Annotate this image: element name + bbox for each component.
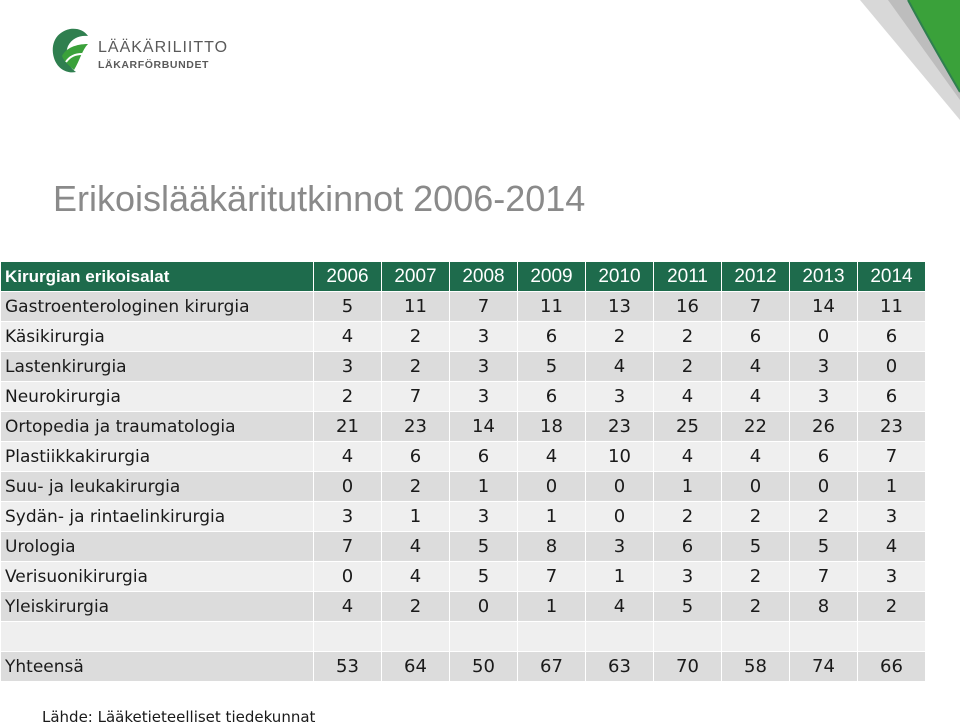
- table-row: [1, 412, 925, 441]
- table-cell: [790, 622, 857, 651]
- table-cell: 1: [518, 502, 585, 531]
- column-header-year: 2014: [858, 262, 925, 291]
- table-cell: 5: [518, 352, 585, 381]
- table-cell: 67: [518, 652, 585, 681]
- table-cell: 4: [314, 592, 381, 621]
- spacer-row: [1, 622, 925, 651]
- table-cell: 3: [790, 352, 857, 381]
- table-cell: 0: [790, 322, 857, 351]
- table-row: [1, 562, 925, 591]
- table-cell: 4: [518, 442, 585, 471]
- row-label: Neurokirurgia: [1, 382, 313, 411]
- table-cell: 7: [790, 562, 857, 591]
- table-cell: 3: [586, 532, 653, 561]
- row-label: [1, 622, 313, 651]
- table-row: [1, 322, 925, 351]
- table-cell: 6: [790, 442, 857, 471]
- table-cell: 4: [382, 532, 449, 561]
- table-cell: 6: [518, 322, 585, 351]
- row-label: Urologia: [1, 532, 313, 561]
- table-cell: 2: [722, 562, 789, 591]
- column-header-year: 2007: [382, 262, 449, 291]
- table-cell: 5: [790, 532, 857, 561]
- table-cell: 1: [450, 472, 517, 501]
- table-row: [1, 502, 925, 531]
- table-cell: 3: [450, 382, 517, 411]
- table-cell: 7: [450, 292, 517, 321]
- table-cell: 14: [790, 292, 857, 321]
- table-cell: 3: [314, 502, 381, 531]
- table-cell: 3: [586, 382, 653, 411]
- table-cell: [586, 622, 653, 651]
- table-cell: 74: [790, 652, 857, 681]
- table-cell: 3: [314, 352, 381, 381]
- table-cell: 5: [450, 532, 517, 561]
- table-cell: 2: [654, 502, 721, 531]
- table-cell: 6: [722, 322, 789, 351]
- row-label: Yhteensä: [1, 652, 313, 681]
- table-cell: 4: [722, 442, 789, 471]
- row-label: Ortopedia ja traumatologia: [1, 412, 313, 441]
- table-cell: 1: [586, 562, 653, 591]
- table-cell: 2: [654, 322, 721, 351]
- table-cell: 25: [654, 412, 721, 441]
- table-cell: 1: [654, 472, 721, 501]
- table-cell: 26: [790, 412, 857, 441]
- table-cell: 4: [314, 442, 381, 471]
- table-cell: 0: [790, 472, 857, 501]
- table-cell: 58: [722, 652, 789, 681]
- table-cell: 3: [790, 382, 857, 411]
- row-label: Käsikirurgia: [1, 322, 313, 351]
- table-cell: 11: [858, 292, 925, 321]
- table-row: [1, 382, 925, 411]
- table-cell: 3: [450, 352, 517, 381]
- table-row: [1, 532, 925, 561]
- column-header-year: 2011: [654, 262, 721, 291]
- table-cell: 2: [654, 352, 721, 381]
- table-cell: 4: [654, 442, 721, 471]
- table-cell: 4: [654, 382, 721, 411]
- table-cell: 2: [790, 502, 857, 531]
- table-cell: 2: [382, 352, 449, 381]
- table-cell: 22: [722, 412, 789, 441]
- table-cell: 50: [450, 652, 517, 681]
- table-cell: 64: [382, 652, 449, 681]
- table-cell: 5: [450, 562, 517, 591]
- column-header-year: 2010: [586, 262, 653, 291]
- table-cell: 5: [654, 592, 721, 621]
- brand-logo: [48, 26, 248, 78]
- table-cell: 4: [314, 322, 381, 351]
- table-cell: 0: [586, 472, 653, 501]
- table-cell: 5: [314, 292, 381, 321]
- table-cell: 7: [518, 562, 585, 591]
- column-header-specialty: Kirurgian erikoisalat: [1, 262, 313, 291]
- table-cell: 8: [518, 532, 585, 561]
- column-header-year: 2008: [450, 262, 517, 291]
- table-cell: 2: [858, 592, 925, 621]
- table-cell: 3: [450, 502, 517, 531]
- row-label: Lastenkirurgia: [1, 352, 313, 381]
- table-cell: 2: [722, 502, 789, 531]
- table-cell: 23: [382, 412, 449, 441]
- table-cell: 7: [858, 442, 925, 471]
- table-cell: 18: [518, 412, 585, 441]
- table-cell: 6: [858, 322, 925, 351]
- table-cell: 7: [722, 292, 789, 321]
- table-row: [1, 472, 925, 501]
- table-cell: 14: [450, 412, 517, 441]
- table-header-row: [1, 262, 925, 291]
- table-cell: 3: [858, 562, 925, 591]
- table-cell: 1: [518, 592, 585, 621]
- row-label: Suu- ja leukakirurgia: [1, 472, 313, 501]
- table-cell: 3: [450, 322, 517, 351]
- table-cell: 10: [586, 442, 653, 471]
- table-cell: [450, 622, 517, 651]
- table-row: [1, 292, 925, 321]
- table-cell: 4: [858, 532, 925, 561]
- table-cell: 6: [654, 532, 721, 561]
- column-header-year: 2009: [518, 262, 585, 291]
- table-cell: 66: [858, 652, 925, 681]
- table-cell: 0: [314, 562, 381, 591]
- table-cell: 6: [518, 382, 585, 411]
- leaf-logo-icon: [48, 26, 92, 76]
- table-cell: 2: [722, 592, 789, 621]
- table-cell: 0: [586, 502, 653, 531]
- table-cell: [722, 622, 789, 651]
- table-cell: 0: [722, 472, 789, 501]
- source-note: Lähde: Lääketieteelliset tiedekunnat: [42, 708, 316, 726]
- page-title: Erikoislääkäritutkinnot 2006-2014: [53, 178, 586, 219]
- table-row: [1, 592, 925, 621]
- table-cell: [518, 622, 585, 651]
- table-cell: [314, 622, 381, 651]
- table-cell: 70: [654, 652, 721, 681]
- column-header-year: 2006: [314, 262, 381, 291]
- brand-name: LÄÄKÄRILIITTO: [98, 39, 229, 56]
- row-label: Sydän- ja rintaelinkirurgia: [1, 502, 313, 531]
- row-label: Yleiskirurgia: [1, 592, 313, 621]
- table-cell: 6: [858, 382, 925, 411]
- table-cell: 0: [518, 472, 585, 501]
- table-row: [1, 442, 925, 471]
- table-cell: [654, 622, 721, 651]
- table-cell: 16: [654, 292, 721, 321]
- table-cell: 7: [314, 532, 381, 561]
- table-cell: 23: [586, 412, 653, 441]
- table-cell: 2: [382, 592, 449, 621]
- table-cell: 4: [722, 382, 789, 411]
- table-cell: 2: [586, 322, 653, 351]
- table-cell: 4: [382, 562, 449, 591]
- specialty-degrees-table: [0, 261, 926, 682]
- table-cell: 6: [382, 442, 449, 471]
- table-cell: 4: [722, 352, 789, 381]
- table-cell: 0: [858, 352, 925, 381]
- table-cell: 8: [790, 592, 857, 621]
- table-cell: 6: [450, 442, 517, 471]
- table-cell: 1: [858, 472, 925, 501]
- column-header-year: 2013: [790, 262, 857, 291]
- table-cell: 21: [314, 412, 381, 441]
- table-cell: 23: [858, 412, 925, 441]
- row-label: Gastroenterologinen kirurgia: [1, 292, 313, 321]
- row-label: Plastiikkakirurgia: [1, 442, 313, 471]
- table-cell: 2: [314, 382, 381, 411]
- table-cell: 13: [586, 292, 653, 321]
- page-curl-decoration: [830, 0, 960, 120]
- table-cell: 0: [450, 592, 517, 621]
- table-cell: 63: [586, 652, 653, 681]
- column-header-year: 2012: [722, 262, 789, 291]
- table-cell: 1: [382, 502, 449, 531]
- table-cell: [858, 622, 925, 651]
- table-cell: 3: [858, 502, 925, 531]
- table-cell: 4: [586, 352, 653, 381]
- table-cell: 0: [314, 472, 381, 501]
- table-cell: 2: [382, 322, 449, 351]
- table-cell: 5: [722, 532, 789, 561]
- table-cell: 2: [382, 472, 449, 501]
- table-cell: 53: [314, 652, 381, 681]
- table-cell: 3: [654, 562, 721, 591]
- table-cell: 4: [586, 592, 653, 621]
- total-row: [1, 652, 925, 681]
- table-cell: 7: [382, 382, 449, 411]
- table-row: [1, 352, 925, 381]
- table-cell: 11: [518, 292, 585, 321]
- brand-subname: LÄKARFÖRBUNDET: [98, 59, 210, 71]
- row-label: Verisuonikirurgia: [1, 562, 313, 591]
- table-cell: 11: [382, 292, 449, 321]
- table-cell: [382, 622, 449, 651]
